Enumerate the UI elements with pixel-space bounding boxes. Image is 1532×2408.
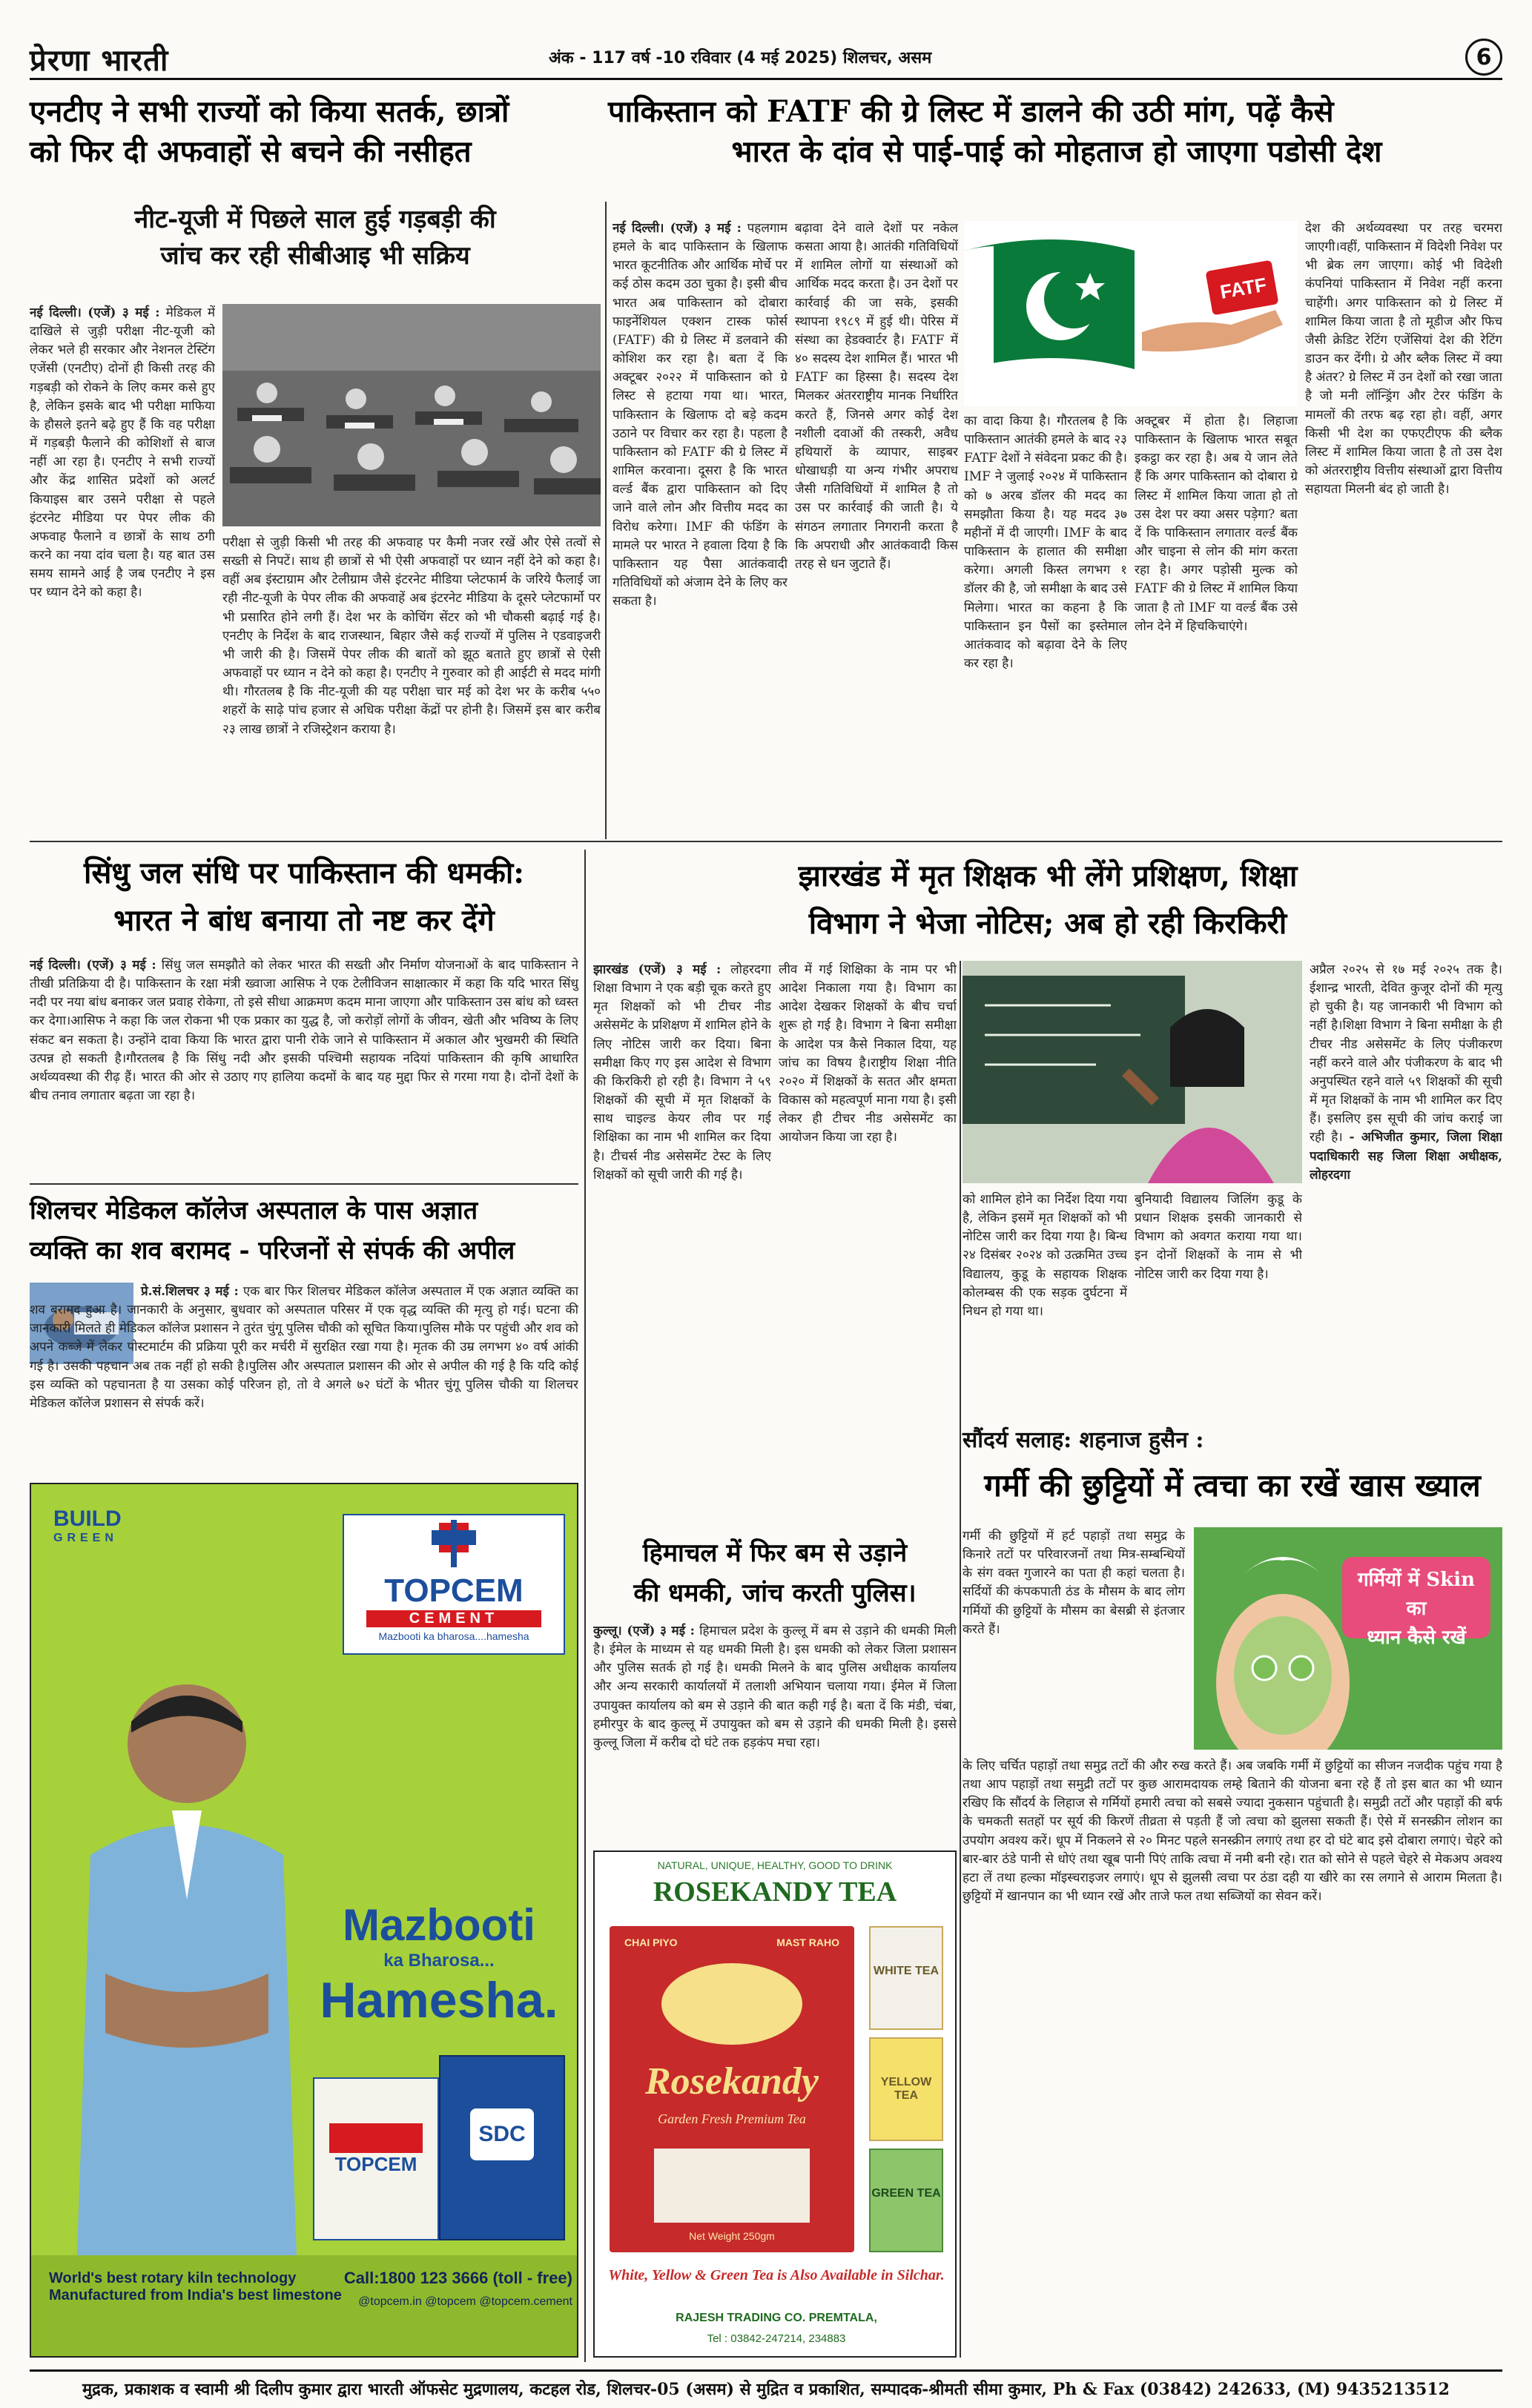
topcem-emblem-icon	[424, 1520, 483, 1572]
nta-body-column-2: परीक्षा से जुड़ी किसी भी तरह की अफवाह पर कैमी नजर रखें और ऐसे तत्वों से सख्ती से निपटें। साथ ही छात्रों से भी ऐसी अफवाहों पर ध्यान नहीं देने को कहा है।वहीं अब इंस्टाग्राम और टेलीग्राम जैसे इंटरनेट मीडिया प्लेटफार्म के जरिये फैलाई जा रही नीट-यूजी के पेपर लीक की अफवाहें अब इंटरनेट मीडिया के दूसरे प्लेटफार्मो पर भी प्रसारित होने लगी हैं। देश भर के कोचिंग सेंटर को भी चौकसी बढ़ाई गई है। एनटीए के निर्देश के बाद राजस्थान, बिहार जैसे कई राज्यों में पुलिस ने एडवाइजरी भी जारी की है। जिसमें पेपर लीक की बातों को झूठ बताते हुए छात्रों से ऐसी अफवाहों पर ध्यान न देने को कहा है। एनटीए ने गुरुवार को ही आईटी से मदद मांगी थी। गौरतलब है कि नीट-यूजी की यह परीक्षा चार मई को देश भर के करीब ५५० शहरों के साढ़े पांच हजार से अधिक परीक्षा केंद्रों पर होनी है। जिसमें इस बार करीब २३ लाख छात्रों ने रजिस्ट्रेशन कराया है।	[222, 535, 601, 737]
skincare-caption-line2: ध्यान कैसे रखें	[1367, 1627, 1466, 1649]
indus-headline-line2: भारत ने बांध बनाया तो नष्ट कर देंगे	[113, 903, 495, 938]
masthead	[30, 39, 1502, 80]
tea-pack-emblem	[661, 1963, 802, 2045]
ad-tech-line	[49, 2270, 342, 2304]
beauty-headline: गर्मी की छुट्टियों में त्वचा का रखें खास ख्याल	[984, 1467, 1481, 1504]
pakistan-body-column-2: बढ़ावा देने वाले देशों पर नकेल कसता आया है। आतंकी गतिविधियों में शामिल लोगों या संस्थाओं को आर्थिक मदद करता है। उन देशों पर कार्रवाई की जा सके, इसकी स्थापना १९८९ में हुई थी। पेरिस में संस्था का हेडक्वार्टर है। FATF में ४० सदस्य देश शामिल हैं। भारत भी FATF का हिस्सा है। सदस्य देश मिलकर अंतरराष्ट्रीय मानक निर्धारित करते हैं, जिनसे अगर कोई देश नशीली दवाओं की तस्करी, अवैध हथियारों के व्यापार, साइबर धोखाधड़ी या अन्य गंभीर अपराध जैसी गतिविधियों में शामिल है तो उस पर कार्रवाई की जाती है। ये संगठन लगातार निगरानी करता है कि अपराधी और आतंकवादी किस तरह से धन जुटाते हैं।	[795, 221, 958, 572]
pakistan-body-column-1	[613, 219, 788, 838]
pakistan-body-column-4: अक्टूबर में होता है। लिहाजा पाकिस्तान के खिलाफ भारत सबूत इकट्ठा कर रहा है। अब ये जान लेते हैं कि अगर पाकिस्तान को दोबारा ग्रे लिस्ट में शामिल किया जाता हो तो उस देश पर क्या असर पड़ेगा? बता दें कि पाकिस्तान लगातार वर्ल्ड बैंक और चाइना से लोन की मांग करता रहा है। अगर पड़ोसी मुल्क को FATF की ग्रे लिस्ट में शामिल किया जाता है तो IMF या वर्ल्ड बैंक उसे लोन देने में हिचकिचाएंगे।	[1135, 414, 1298, 634]
tea-cup-image	[654, 2149, 810, 2223]
topcem-logo-tagline: Mazbooti ka bharosa....hamesha	[378, 1630, 529, 1642]
jharkhand-headline-line2: विभाग ने भेजा नोटिस; अब हो रही किरकिरी	[808, 906, 1287, 941]
footer-imprint: मुद्रक, प्रकाशक व स्वामी श्री दिलीप कुमार द्वारा भारती ऑफसेट मुद्रणालय, कटहल रोड, शिलचर-05 (असम) से मुद्रित व प्रकाशित, सम्पादक-श्रीमती सीमा कुमार, Ph & Fax (03842) 242633, (M) 9435213512	[30, 2369, 1502, 2400]
build-green-logo	[53, 1506, 122, 1545]
nta-headline-line1: एनटीए ने सभी राज्यों को किया सतर्क, छात्रों	[30, 94, 509, 129]
skincare-graphic	[1194, 1527, 1502, 1750]
tea-net-weight: Net Weight 250gm	[689, 2230, 775, 2242]
tea-title: ROSEKANDY TEA	[653, 1876, 897, 1908]
jharkhand-body-column-1	[593, 961, 771, 1524]
silchar-headline	[30, 1191, 578, 1271]
silchar-headline-line1: शिलचर मेडिकल कॉलेज अस्पताल के पास अज्ञात	[30, 1196, 478, 1226]
silchar-body	[30, 1283, 578, 1475]
fatf-card-text: FATF	[1218, 273, 1269, 303]
green-text: GREEN	[53, 1532, 118, 1544]
topcem-ad-footer	[31, 2255, 578, 2358]
jharkhand-signoff: - अभिजीत कुमार, जिला शिक्षा पदाधिकारी सह जिला शिक्षा अधीक्षक, लोहरदगा	[1310, 1130, 1502, 1182]
build-text: BUILD	[53, 1506, 122, 1531]
topcem-logo-sub: CEMENT	[366, 1610, 541, 1627]
ad-footer-line1: World's best rotary kiln technology	[49, 2270, 297, 2286]
section-divider	[30, 841, 1502, 842]
indus-headline-line1: सिंधु जल संधि पर पाकिस्तान की धमकी:	[84, 856, 524, 890]
cement-bag-2	[439, 2055, 565, 2240]
column-divider	[605, 202, 607, 839]
tea-tagline-right: MAST RAHO	[776, 1936, 839, 1948]
beauty-body: के लिए चर्चित पहाड़ों तथा समुद्र तटों की और रुख करते हैं। अब जबकि गर्मी में छुट्टियों का सीजन नजदीक पहुंच गया है तथा आप पहाड़ों तथा समुद्री तटों पर कुछ आरामदायक लम्हे बिताने की योजना बना रहे हैं तो इस बात का भी ध्यान रखिए कि सौंदर्य के लिहाज से गर्मियों हमारी त्वचा को सबसे ज्यादा नुकसान पहुंचाती है। समुद्री तटों और पहाड़ों की बर्फ के चमकती सतहों पर सूर्य की किरणें तीव्रता से पड़ती हैं जो त्वचा को झुलसा सकती हैं। ऐसे में सनस्क्रीन लोशन का उपयोग अवश्य करें। धूप में निकलने से २० मिनट पहले सनस्क्रीन लगाएं तथा हर दो घंटे बाद इसे दोबारा लगाएं। चेहरे को बार-बार ठंडे पानी से धोएं तथा खूब पानी पिएं ताकि त्वचा में नमी बनी रहे। रात को सोने से पहले चेहरे से मेकअप अवश्य हटा लें तथा हल्का मॉइस्चराइजर लगाएं। धूप से झुलसी त्वचा पर ठंडा दही या खीरे का रस लगाने से आराम मिलता है। छुट्टियों में खानपान का भी ध्यान रखें और ताजे फल तथा सब्जियों का सेवन करें।	[963, 1759, 1502, 1905]
pakistan-body-column-5: देश की अर्थव्यवस्था पर तरह चरमरा जाएगी।वहीं, पाकिस्तान में विदेशी निवेश पर भी ब्रेक लग जाएगा। कोई भी विदेशी कंपनियां पाकिस्तान में निवेश नहीं करना चाहेंगी। अगर पाकिस्तान को ग्रे लिस्ट में शामिल किया जाता है तो मूडीज और फिच जैसी क्रेडिट रेटिंग एजेंसियां देश की रेटिंग डाउन कर देंगी। ग्रे और ब्लैक लिस्ट में क्या है अंतर? ग्रे लिस्ट में उन देशों को रखा जाता है जो मनी लॉन्ड्रिंग और टेरर फंडिंग के मामलों की तरफ बढ़ रहा हो। वहीं, अगर किसी भी देश का एफएटीएफ की ब्लैक लिस्ट में शामिल किया जाता है तो उस देश को अंतरराष्ट्रीय वित्तीय संस्थाओं द्वारा वित्तीय सहायता मिलनी बंद हो जाती है।	[1305, 221, 1502, 497]
page-number: 6	[1465, 39, 1502, 76]
ad-contact	[320, 2269, 572, 2309]
nta-body-column-1	[30, 304, 215, 838]
pakistan-headline-line1: पाकिस्तान को FATF की ग्रे लिस्ट में डालने की उठी मांग, पढ़ें कैसे	[608, 94, 1334, 129]
issue-info: अंक - 117 वर्ष -10 रविवार (4 मई 2025) शिलचर, असम	[549, 49, 932, 67]
tea-pack-sub: Garden Fresh Premium Tea	[658, 2111, 806, 2126]
himachal-headline	[593, 1533, 957, 1614]
silchar-headline-line2: व्यक्ति का शव बरामद - परिजनों से संपर्क की अपील	[30, 1236, 515, 1266]
topcem-logo	[343, 1514, 565, 1655]
tea-availability: White, Yellow & Green Tea is Also Available in Silchar.	[608, 2267, 945, 2283]
ad-social-handles: @topcem.in @topcem @topcem.cement	[358, 2295, 572, 2308]
ad-call-number: Call:1800 123 3666 (toll - free)	[343, 2269, 572, 2287]
himachal-body-text: हिमाचल प्रदेश के कुल्लू में बम से उड़ाने की धमकी मिली है। ईमेल के माध्यम से यह धमकी मिली है। इस धमकी को लेकर जिला प्रशासन और पुलिस सतर्क हो गई है। धमकी मिलने के बाद पुलिस अधीक्षक कार्यालय और अन्य सरकारी कार्यालयों में तलाशी अभियान चलाया गया। ईमेल में जिला उपायुक्त कार्यालय को बम से उड़ाने की बात कही गई है। बता दें कि मंडी, चंबा, हमीरपुर के बाद कुल्लू में उपायुक्त को बम से उड़ाने की धमकी मिली है। इससे कुल्लू जिला में करीब दो घंटे तक हड़कंप मचा रहा।	[593, 1624, 957, 1750]
tea-tagline-left: CHAI PIYO	[624, 1936, 678, 1948]
himachal-headline-line1: हिमाचल में फिर बम से उड़ाने	[642, 1538, 908, 1568]
slogan-line1: Mazbooti	[343, 1900, 535, 1950]
tea-pack	[610, 1926, 854, 2252]
white-tea-pack: WHITE TEA	[869, 1926, 943, 2030]
ad-model-figure	[61, 1662, 313, 2300]
rosekandy-advertisement	[593, 1850, 957, 2358]
jharkhand-body-column-3: को शामिल होने का निर्देश दिया गया है, लेकिन इसमें मृत शिक्षकों को भी नोटिस जारी कर दिया गया है। बिन्ध २४ दिसंबर २०२४ को उत्क्रमित उच्च विद्यालय, कुडू के सहायक शिक्षक कोलम्बस की एक सड़क दुर्घटना में निधन हो गया था।	[963, 1192, 1127, 1319]
cement-bag-2-label: SDC	[470, 2108, 534, 2160]
column-divider	[960, 961, 961, 2358]
nta-subhead-line2: जांच कर रही सीबीआइ भी सक्रिय	[160, 241, 470, 271]
jharkhand-headline-line1: झारखंड में मृत शिक्षक भी लेंगे प्रशिक्षण, शिक्षा	[798, 859, 1298, 893]
silchar-dateline: प्रे.सं.शिलचर ३ मई :	[141, 1284, 239, 1299]
green-tea-pack: GREEN TEA	[869, 2149, 943, 2252]
jharkhand-body-text-1: लोहरदगा शिक्षा विभाग ने एक बड़ी चूक करते हुए मृत शिक्षकों को भी टीचर नीड असेसमेंट के प्रशिक्षण में शामिल होने के लिए नोटिस जारी कर दिया। बिना समीक्षा किए गए इस आदेश से विभाग की किरकिरी हो रही है। विभाग ने ५९ शिक्षकों की सूची में मृत शिक्षकों के साथ चाइल्ड केयर लीव पर गई शिक्षिका का नाम भी शामिल कर दिया है। टीचर्स नीड असेसमेंट टेस्ट के लिए शिक्षकों को सूची जारी की गई है।	[593, 962, 771, 1182]
nta-headline	[30, 92, 601, 172]
newspaper-title: प्रेरणा भारती	[30, 43, 169, 78]
topcem-slogan	[313, 1899, 565, 2029]
indus-dateline: नई दिल्ली। (एजें) ३ मई :	[30, 958, 156, 973]
pakistan-body-text-1: पहलगाम हमले के बाद पाकिस्तान के खिलाफ भारत कूटनीतिक और आर्थिक मोर्चे पर कई ठोस कदम उठा चुका है। इसी बीच भारत अब पाकिस्तान को दोबारा फाइनेंशियल एक्शन टास्क फोर्स (FATF) की ग्रे लिस्ट में डलवाने की कोशिश कर रहा है। बता दें कि अक्टूबर २०२२ में पाकिस्तान को ग्रे लिस्ट से हटाया गया था। भारत, पाकिस्तान के खिलाफ दो बड़े कदम उठाने पर विचार कर रहा है। पहला है पाकिस्तान को FATF की ग्रे लिस्ट में शामिल करवाना। दूसरा है कि भारत वर्ल्ड बैंक द्वारा पाकिस्तान को दिए जाने वाले लोन और वित्तीय मदद का विरोध करेगा। IMF की फंडिंग के मामले पर भारत ने हवाला दिया है कि पाकिस्तान यह पैसा आतंकवादी गतिविधियों को अंजाम देने के लिए कर सकता है।	[613, 221, 788, 609]
jharkhand-body-text-5: अप्रैल २०२५ से १७ मई २०२५ तक है। ईशान्द्र भारती, देवित कुजूर दोनों की मृत्यु हो चुकी है। यह जानकारी भी विभाग को नहीं है।शिक्षा विभाग ने बिना समीक्षा के ही टीचर नीड असेसमेंट के लिए पंजीकरण नहीं करने वाले और पंजीकरण के बाद भी अनुपस्थित रहने वाले ५९ शिक्षकों की सूची में मृत शिक्षकों के नाम भी शामिल कर दिए हैं। इसलिए इस सूची की जांच कराई जा रही है।	[1310, 962, 1502, 1145]
topcem-logo-name: TOPCEM	[384, 1572, 524, 1609]
pakistan-headline	[608, 92, 1505, 172]
ad-footer-line2: Manufactured from India's best limestone	[49, 2287, 342, 2303]
nta-subhead-line1: नीट-यूजी में पिछले साल हुई गड़बड़ी की	[134, 205, 496, 234]
tea-topline: NATURAL, UNIQUE, HEALTHY, GOOD TO DRINK	[657, 1859, 893, 1871]
indus-body-text: सिंधु जल समझौते को लेकर भारत की सख्ती और निर्माण योजनाओं के बाद पाकिस्तान ने तीखी प्रतिक्रिया दी है। पाकिस्तान के रक्षा मंत्री ख्वाजा आसिफ ने एक टेलीविजन साक्षात्कार में कहा कि यदि भारत सिंधु नदी पर नया बांध बनाकर जल प्रवाह रोकेगा, तो इसे सीधा आक्रमण कदम माना जाएगा और पाकिस्तान उस बांध को ध्वस्त कर देगा।आसिफ ने कहा कि जल रोकना भी एक प्रकार का युद्ध है, जो करोड़ों लोगों के जीवन, खेती और भविष्य के लिए संकट बन सकता है। उन्होंने दावा किया कि भारत द्वारा पानी रोके जाने से पाकिस्तान में अकाल और भुखमरी की स्थिति उत्पन्न हो सकती है।गौरतलब है कि सिंधु नदी और इसकी पश्चिमी सहायक नदियां पाकिस्तान की कृषि आधारित अर्थव्यवस्था की रीढ़ हैं। भारत की ओर से उठाए गए हालिया कदमों के बाद यह मुद्दा फिर से गरमा गया है। दोनों देशों के बीच तनाव लगातार बढ़ता जा रहा है।	[30, 958, 578, 1104]
slogan-line2: ka Bharosa...	[383, 1951, 495, 1971]
pakistan-body-column-3: का वादा किया है। गौरतलब है कि पाकिस्तान आतंकी हमले के बाद २३ FATF देशों ने संवेदना प्रकट की है। IMF ने जुलाई २०२४ में पाकिस्तान को ७ अरब डॉलर की मदद का समझौता किया है। यह मदद ३७ महीनों में दी जाएगी। IMF के बाद पाकिस्तान के हालात की समीक्षा करेगा। अगली किस्त लगभग १ डॉलर की है, जो समीक्षा के बाद उसे मिलेगा। भारत का कहना है कि पाकिस्तान इन पैसों का इस्तेमाल आतंकवाद को बढ़ावा देने के लिए कर रहा है।	[964, 414, 1127, 672]
himachal-headline-line2: की धमकी, जांच करती पुलिस।	[633, 1578, 917, 1609]
jharkhand-headline	[593, 853, 1502, 947]
beauty-intro: गर्मी की छुट्टियों में हर्ट पहाड़ों तथा समुद्र के किनारे तटों पर परिवारजनों तथा मित्र-सम्बन्धियों के संग वक्त गुजारने का पता ही कहां चलता है। सर्दियों की कंपकपाती ठंड के मौसम के बाद लोग गर्मियों की छुट्टियों के मौसम का बेसब्री से इंतजार करते हैं।	[963, 1529, 1185, 1637]
himachal-body	[593, 1622, 957, 1845]
indus-headline	[30, 850, 578, 945]
nta-headline-line2: को फिर दी अफवाहों से बचने की नसीहत	[30, 134, 472, 169]
teacher-photo	[963, 961, 1302, 1183]
fatf-flag-image	[964, 221, 1298, 406]
pakistan-headline-line2: भारत के दांव से पाई-पाई को मोहताज हो जाएगा पडोसी देश	[731, 134, 1382, 169]
cement-bag-1	[313, 2077, 439, 2240]
beauty-byline: सौंदर्य सलाह: शहनाज हुसैन :	[963, 1427, 1204, 1453]
nta-body-text-1: मेडिकल में दाखिले से जुड़ी परीक्षा नीट-यूजी को लेकर भले ही सरकार और नेशनल टेस्टिंग एजेंसी (एनटीए) दोनों ही किसी तरह की गड़बड़ी को रोकने के लिए कमर कसे हुए है, लेकिन इसके बाद भी परीक्षा माफिया के हौसले इतने बढ़े हुए हैं कि वह परीक्षा में गड़बड़ी फैलाने की कोशिशों से बाज नहीं आ रहा है। एनटीए ने सभी राज्यों और केंद्र शासित प्रदेशों को अलर्ट कियाइस बार उसने परीक्षा से पहले इंटरनेट मीडिया पर पेपर लीक की अफवाह फैलाने व छात्रों के साथ ठगी करने का नया दांव चला है। यह बात उस समय सामने आई है जब एनटीए ने इस पर ध्यान देने को कहा है।	[30, 305, 215, 601]
jharkhand-body-column-4: बुनियादी विद्यालय जिलिंग कुडू के प्रधान शिक्षक इसकी जानकारी से विभाग को अवगत कराया गया था। इन दोनों शिक्षकों के नाम से भी नोटिस जारी कर दिया गया है।	[1135, 1192, 1302, 1282]
jharkhand-dateline: झारखंड (एजें) ३ मई :	[593, 962, 722, 977]
jharkhand-body-column-2: लीव में गई शिक्षिका के नाम पर भी आदेश निकाला गया है। विभाग का आदेश देखकर शिक्षकों के बीच चर्चा शुरू हो गई है। विभाग ने बिना समीक्षा के आदेश पत्र कैसे निकाल दिया, यह जांच का विषय है।राष्ट्रीय शिक्षा नीति २०२० में शिक्षकों के सतत और क्षमता विकास को महत्वपूर्ण माना गया है। इसी लेकर ही टीचर नीड असेसमेंट का आयोजन किया जा रहा है।	[779, 962, 957, 1145]
nta-dateline: नई दिल्ली। (एजें) ३ मई :	[30, 305, 160, 320]
skincare-caption-line1: गर्मियों में Skin का	[1358, 1569, 1475, 1620]
skincare-caption	[1346, 1566, 1487, 1653]
tea-phone: Tel : 03842-247214, 234883	[707, 2332, 846, 2345]
tea-pack-brand: Rosekandy	[645, 2060, 819, 2103]
column-divider	[584, 850, 586, 2362]
silchar-body-text: एक बार फिर शिलचर मेडिकल कॉलेज अस्पताल में एक अज्ञात व्यक्ति का शव बरामद हुआ है। जानकारी के अनुसार, बुधवार को अस्पताल परिसर में एक वृद्ध व्यक्ति की मृत्यु हो गई। घटना की जानकारी मिलते ही मेडिकल कॉलेज प्रशासन ने तुरंत चुंगू पुलिस चौकी को सूचित किया।पुलिस मौके पर पहुंची और शव को अपने कब्जे में लेकर पोस्टमार्टम की प्रक्रिया पूरी कर मर्चरी में सुरक्षित रखा गया है। मृतक की उम्र लगभग ४० वर्ष आंकी गई है। उसकी पहचान अब तक नहीं हो सकी है।पुलिस और अस्पताल प्रशासन की ओर से अपील की गई है कि यदि कोई इस व्यक्ति को पहचानता है या उसका कोई परिजन हो, तो वे अगले ७२ घंटों के भीतर चुंगू पुलिस चौकी या शिलचर मेडिकल कॉलेज प्रशासन से संपर्क करें।	[30, 1284, 578, 1411]
topcem-advertisement	[30, 1483, 578, 2358]
pakistan-dateline: नई दिल्ली। (एजें) ३ मई :	[613, 221, 742, 236]
indus-body	[30, 956, 578, 1179]
tea-dealer: RAJESH TRADING CO. PREMTALA,	[676, 2312, 877, 2324]
cement-bag-1-label: TOPCEM	[334, 2153, 417, 2175]
slogan-line3: Hamesha.	[320, 1972, 558, 2028]
exam-hall-photo	[222, 304, 601, 526]
yellow-tea-pack: YELLOW TEA	[869, 2037, 943, 2141]
himachal-dateline: कुल्लू। (एजें) ३ मई :	[593, 1624, 695, 1638]
jharkhand-body-column-5	[1310, 961, 1502, 1443]
section-divider	[30, 1183, 578, 1185]
nta-subhead	[30, 202, 601, 275]
tea-pack-tagline	[624, 1936, 839, 1948]
